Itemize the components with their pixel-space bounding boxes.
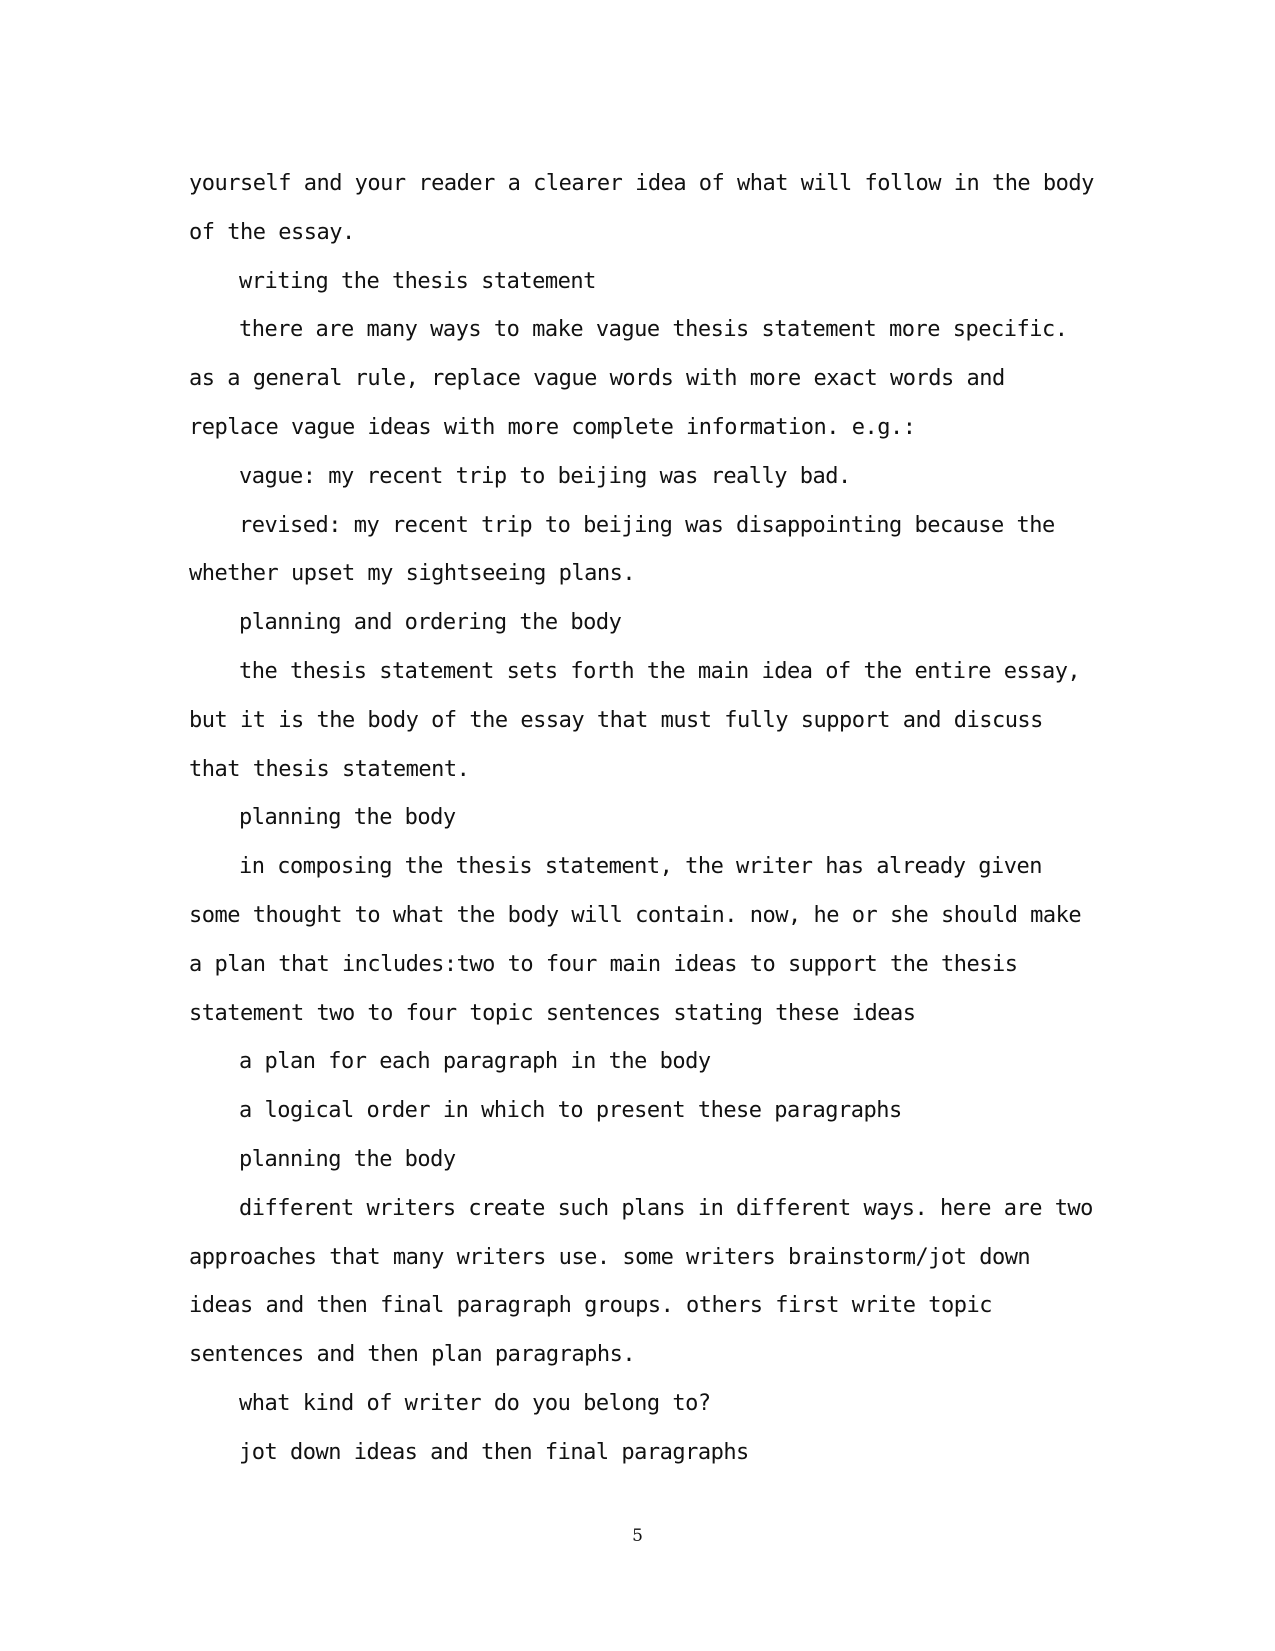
text-line: a plan for each paragraph in the body <box>239 1049 711 1075</box>
text-line: planning the body <box>239 805 456 831</box>
text-line: but it is the body of the essay that must fully support and discuss <box>189 707 1043 733</box>
text-line: as a general rule, replace vague words with more exact words and <box>189 366 1005 392</box>
text-line: ideas and then final paragraph groups. others first write topic <box>189 1293 992 1319</box>
text-line: planning and ordering the body <box>239 610 622 636</box>
text-line: of the essay. <box>189 219 355 245</box>
text-line: jot down ideas and then final paragraphs <box>239 1439 749 1465</box>
text-line: different writers create such plans in different ways. here are two <box>239 1195 1093 1221</box>
text-line: some thought to what the body will contain. now, he or she should make <box>189 902 1082 928</box>
text-line: planning the body <box>239 1146 456 1172</box>
text-line: whether upset my sightseeing plans. <box>189 561 636 587</box>
text-line: revised: my recent trip to beijing was disappointing because the <box>239 512 1055 538</box>
page-number: 5 <box>632 1526 643 1546</box>
text-line: the thesis statement sets forth the main idea of the entire essay, <box>239 658 1081 684</box>
text-line: in composing the thesis statement, the writer has already given <box>239 854 1042 880</box>
text-line: writing the thesis statement <box>239 268 596 294</box>
document-body <box>189 160 1094 1478</box>
text-line: statement two to four topic sentences stating these ideas <box>189 1000 916 1026</box>
text-line: what kind of writer do you belong to? <box>239 1390 711 1416</box>
text-line: there are many ways to make vague thesis statement more specific. <box>239 317 1068 343</box>
text-line: yourself and your reader a clearer idea of what will follow in the body <box>189 171 1094 196</box>
text-line: vague: my recent trip to beijing was really bad. <box>239 463 851 489</box>
text-line: sentences and then plan paragraphs. <box>189 1342 636 1368</box>
text-line: that thesis statement. <box>189 756 470 782</box>
text-line: approaches that many writers use. some writers brainstorm/jot down <box>189 1244 1031 1270</box>
text-line: a logical order in which to present these paragraphs <box>239 1098 902 1124</box>
text-line: a plan that includes:two to four main ideas to support the thesis <box>189 951 1018 977</box>
text-line: replace vague ideas with more complete information. e.g.: <box>189 414 916 440</box>
